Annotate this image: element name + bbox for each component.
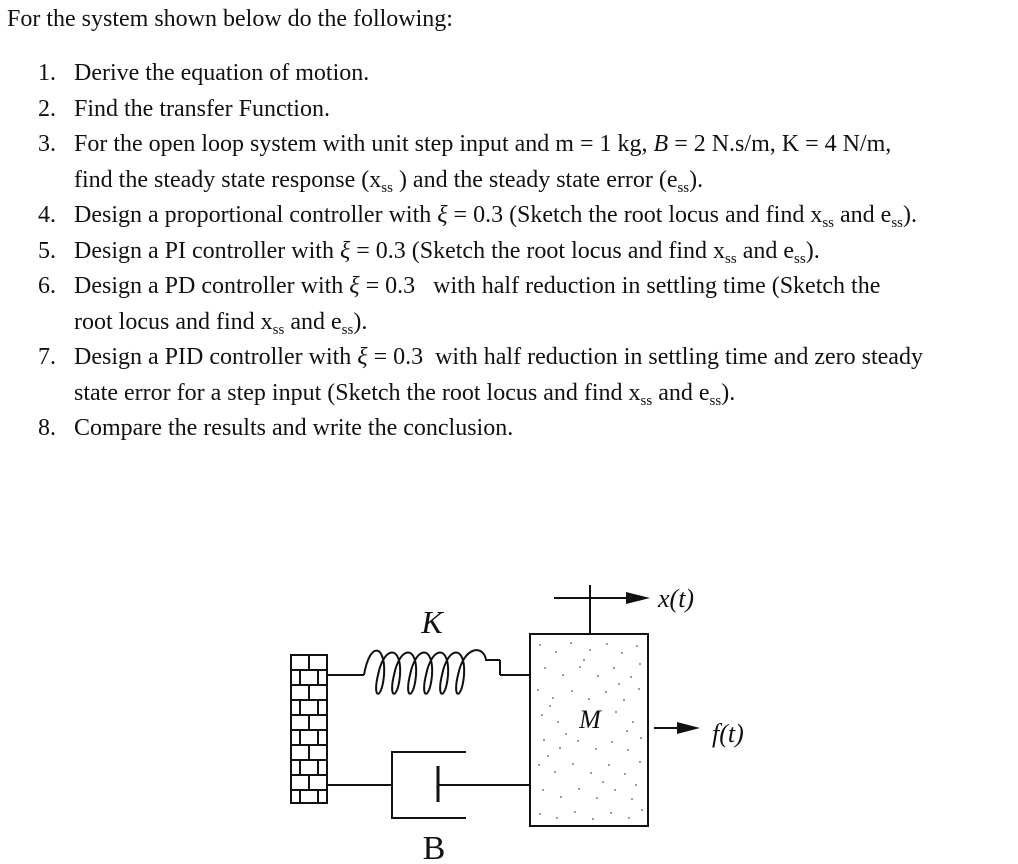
item-text: For the open loop system with unit step input and m = 1 kg, xyxy=(74,131,654,157)
subscript: ss xyxy=(725,250,737,267)
item-number: 4. xyxy=(38,202,56,228)
item-text: and e xyxy=(284,308,342,335)
subscript: ss xyxy=(381,179,393,196)
damper xyxy=(327,752,530,818)
item-text: Design a PID controller with xyxy=(74,344,358,370)
damper-label: B xyxy=(422,830,446,864)
item-number: 1. xyxy=(38,60,56,86)
damping-symbol: B xyxy=(653,131,669,157)
item-number: 6. xyxy=(38,273,56,299)
xi-symbol: ξ xyxy=(437,202,448,228)
item-number: 2. xyxy=(38,95,56,122)
subscript: ss xyxy=(891,215,904,231)
item-text: and e xyxy=(834,202,892,228)
fixed-wall xyxy=(291,655,327,803)
subscript: ss xyxy=(794,250,806,267)
item-text: Compare the results and write the conclusion. xyxy=(74,415,514,441)
force-label: f(t) xyxy=(712,719,744,748)
item-text: root locus and find x xyxy=(74,308,273,335)
spring-label: K xyxy=(421,604,443,640)
mass-label: M xyxy=(579,705,601,734)
item-text: Design a proportional controller with xyxy=(74,202,438,228)
subscript: ss xyxy=(640,392,653,409)
item-number: 5. xyxy=(38,237,56,264)
item-number: 8. xyxy=(38,415,56,441)
item-text: find the steady state response (x xyxy=(74,166,382,193)
item-text: state error for a step input (Sketch the root locus and find x xyxy=(74,379,641,406)
item-text: ). xyxy=(903,202,918,228)
item-text: Find the transfer Function. xyxy=(74,95,330,122)
item-number: 3. xyxy=(38,131,56,157)
item-text: = 0.3 (Sketch the root locus and find x xyxy=(447,202,823,228)
xi-symbol: ξ xyxy=(349,273,360,299)
item-text: Design a PI controller with xyxy=(74,237,340,264)
item-text: = 2 N.s/m, K = 4 N/m, xyxy=(668,131,892,157)
displacement-label: x(t) xyxy=(658,584,695,613)
spring xyxy=(327,650,530,694)
item-text: Derive the equation of motion. xyxy=(74,60,370,86)
item-text: ). xyxy=(721,379,736,406)
subscript: ss xyxy=(677,179,690,196)
item-text: = 0.3 (Sketch the root locus and find x xyxy=(350,237,726,264)
item-text: and e xyxy=(652,379,710,406)
item-text: = 0.3 with half reduction in settling time (Sketch the xyxy=(359,273,881,299)
displacement-indicator xyxy=(554,585,630,634)
item-text: ). xyxy=(805,237,820,264)
subscript: ss xyxy=(341,321,354,338)
item-text: ). xyxy=(689,166,704,193)
item-text: = 0.3 with half reduction in settling time and zero steady xyxy=(367,344,923,370)
displacement-arrowhead xyxy=(626,592,650,604)
item-text: Design a PD controller with xyxy=(74,273,350,299)
force-arrow xyxy=(654,722,700,734)
intro-text: For the system shown below do the following: xyxy=(7,6,453,32)
subscript: ss xyxy=(709,392,722,409)
subscript: ss xyxy=(272,321,285,338)
item-text: and e xyxy=(736,237,795,264)
xi-symbol: ξ xyxy=(357,344,368,370)
item-text: ). xyxy=(353,308,368,335)
item-number: 7. xyxy=(38,344,56,370)
subscript: ss xyxy=(822,215,835,231)
xi-symbol: ξ xyxy=(339,237,351,264)
item-text: ) and the steady state error (e xyxy=(392,166,678,193)
